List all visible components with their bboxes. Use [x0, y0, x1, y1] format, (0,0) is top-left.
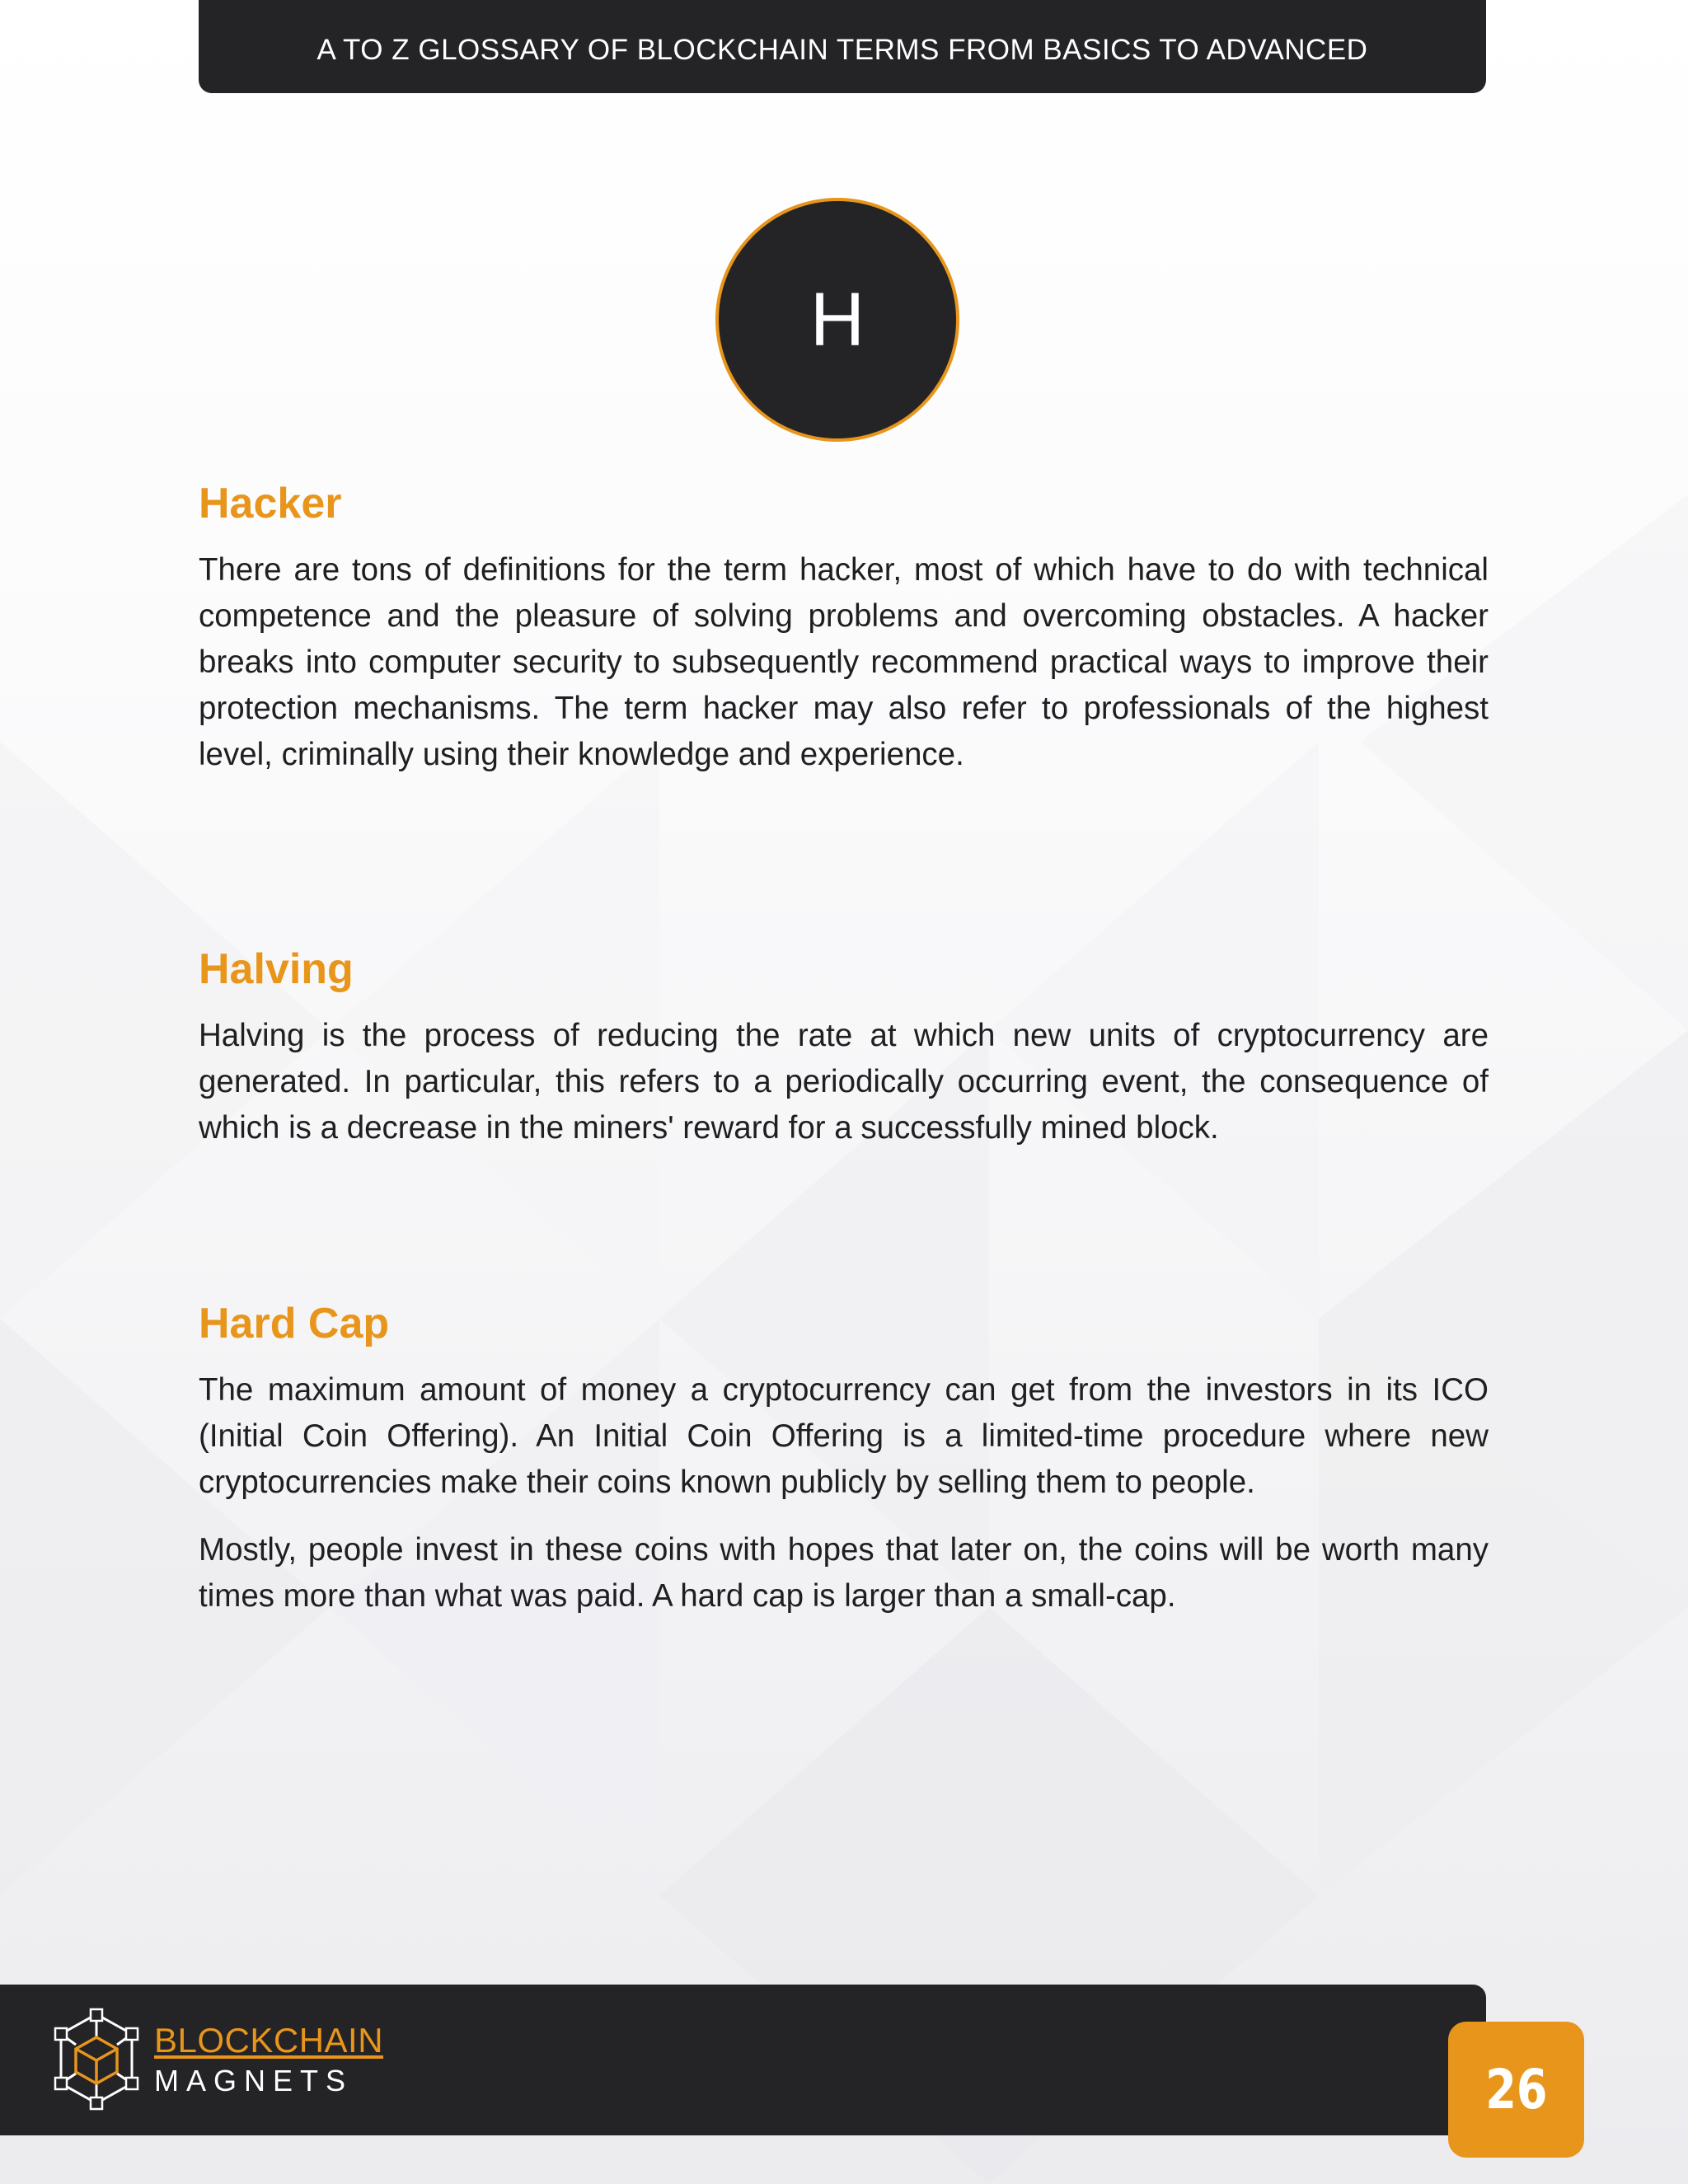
brand-name-top: BLOCKCHAIN [154, 2020, 384, 2060]
term-definition: Mostly, people invest in these coins with hopes that later on, the coins will be worth many times more than what was paid. A hard cap is larger than a small-cap. [199, 1532, 1489, 1615]
page-number: 26 [1484, 2058, 1548, 2121]
page-number-badge [1448, 2022, 1584, 2158]
header-bar [199, 0, 1486, 93]
blockchain-cube-network-icon [49, 2008, 144, 2111]
term-definition: The maximum amount of money a cryptocurrency can get from the investors in its ICO (Initial Coin Offering). An Initial Coin Offering is a limited-time procedure where new cryptocurrencies make their coins known publicly by selling them to people. [199, 1372, 1489, 1501]
glossary-entry-halving [199, 944, 1489, 1290]
glossary-entry-hard-cap [199, 1298, 1489, 1619]
section-letter-badge [715, 198, 959, 442]
term-title: Hacker [199, 480, 342, 527]
section-letter: H [809, 278, 865, 362]
brand-name-bottom: MAGNETS [154, 2063, 354, 2097]
term-title: Hard Cap [199, 1300, 390, 1347]
term-definition: Halving is the process of reducing the rate at which new units of cryptocurrency are generated. In particular, this refers to a periodically occurring event, the consequence of which is a decrease in the miners' reward for a successfully mined block. [199, 1018, 1489, 1146]
term-title: Halving [199, 945, 354, 993]
brand-logo [49, 2008, 383, 2111]
term-definition: There are tons of definitions for the term hacker, most of which have to do with technical competence and the pleasure of solving problems and overcoming obstacles. A hacker breaks into computer security to subsequently recommend practical ways to improve their protection mechanisms. The term hacker may also refer to professionals of the highest level, criminally using their knowledge and experience. [199, 552, 1489, 773]
brand-name [154, 2022, 383, 2097]
glossary-entry-hacker [199, 478, 1489, 935]
header-title: A TO Z GLOSSARY OF BLOCKCHAIN TERMS FROM BASICS TO ADVANCED [316, 33, 1368, 66]
glossary-content [199, 470, 1489, 1641]
footer-bar [0, 1985, 1486, 2135]
